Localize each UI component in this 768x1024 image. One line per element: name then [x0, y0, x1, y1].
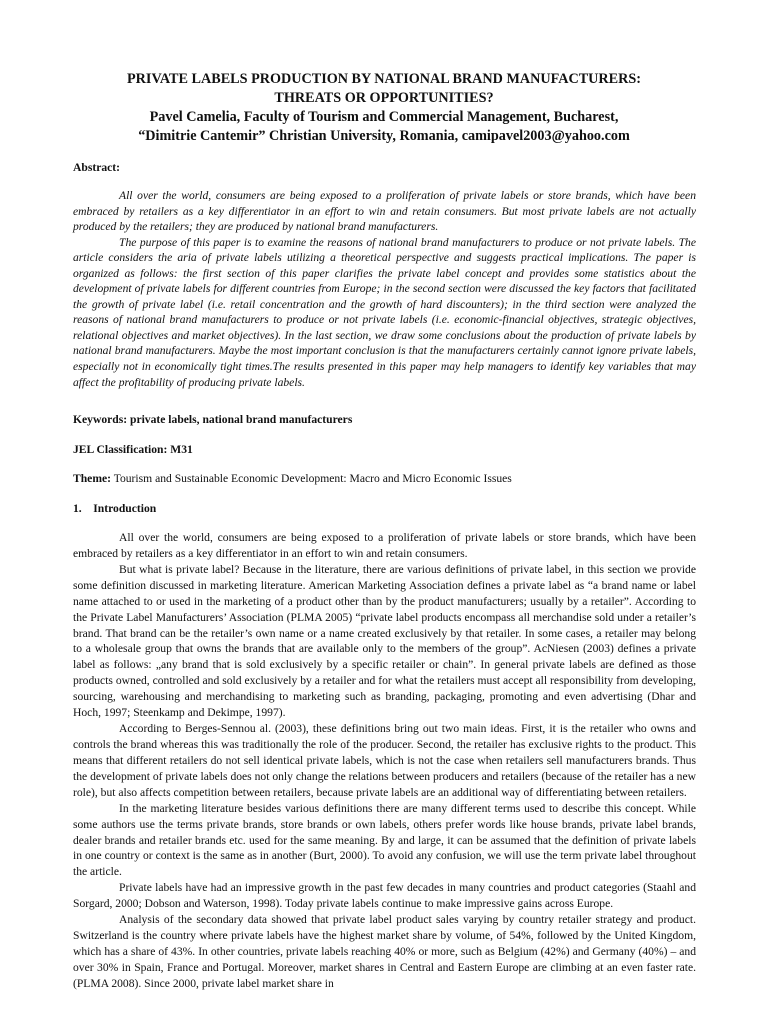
- introduction-paragraph: Private labels have had an impressive growth in the past few decades in many countries and product categories (Staahl and Sorgard, 2000; Dobson and Waterson, 1998). Today private labels continue to make impressive gains across Europe.: [73, 881, 696, 911]
- theme-text: Tourism and Sustainable Economic Development: Macro and Micro Economic Issues: [111, 472, 512, 485]
- introduction-paragraph: Analysis of the secondary data showed that private label product sales varying by country retailer strategy and product. Switzerland is the country where private labels have the highest market share by volume, of 54%, followed by the United Kingdom, which has a share of 43%. In other countries, private labels reaching 40% or more, such as Belgium (42%) and Germany (40%) – and over 30% in Spain, France and Portugal. Moreover, market shares in Central and Eastern Europe are climbing at an even faster rate. (PLMA 2008). Since 2000, private label market share in: [73, 913, 696, 990]
- introduction-paragraph: All over the world, consumers are being exposed to a proliferation of private labels or store brands, which have been embraced by retailers as a key differentiator in an effort to win and retain consumers.: [73, 531, 696, 560]
- abstract-paragraph: All over the world, consumers are being exposed to a proliferation of private labels or store brands, which have been embraced by retailers as a key differentiator in an effort to win and retain consumers. But most private labels are not actually produced by the retailers; they are produced by national brand manufacturers.: [73, 189, 696, 234]
- abstract-heading: Abstract:: [73, 161, 121, 174]
- jel-classification: JEL Classification: M31: [73, 443, 193, 456]
- abstract-body: [73, 188, 696, 390]
- theme-label: Theme:: [73, 472, 111, 485]
- author-affiliation-line-1: Pavel Camelia, Faculty of Tourism and Commercial Management, Bucharest,: [149, 109, 619, 125]
- author-affiliation-line-2: “Dimitrie Cantemir” Christian University, Romania, camipavel2003@yahoo.com: [138, 128, 630, 144]
- paper-title-line-2: THREATS OR OPPORTUNITIES?: [274, 90, 494, 106]
- section-heading-introduction: 1. Introduction: [73, 502, 157, 515]
- keywords: Keywords: private labels, national brand manufacturers: [73, 413, 353, 426]
- abstract-paragraph: The purpose of this paper is to examine the reasons of national brand manufacturers to produce or not private labels. The article considers the aria of private labels utilizing a theoretical perspective and suggests practical implications. The paper is organized as follows: the first section of this paper clarifies the private label concept and provides some statistics about the development of private labels for different countries from Europe; in the second section were discussed the key factors that facilitated the growth of private label (i.e. retail concentration and the growth of hard discounters); in the third section were analyzed the reasons of national brand manufacturers to produce or not private labels (i.e. economic-financial objectives, strategic objectives, relational objectives and market objectives). In the last section, we draw some conclusions about the production of private labels by national brand manufacturers. Maybe the most important conclusion is that the manufacturers certainly cannot ignore private labels, especially not in economically tight times.The results presented in this paper may help managers to identify key variables that may affect the profitability of producing private labels.: [73, 235, 696, 389]
- paper-title-line-1: PRIVATE LABELS PRODUCTION BY NATIONAL BRAND MANUFACTURERS:: [127, 71, 641, 87]
- introduction-paragraph: But what is private label? Because in the literature, there are various definitions of private label, in this section we provide some definition discussed in marketing literature. American Marketing Association defines a private label as “a brand name or label name attached to or used in the marketing of a product other than by the product manufacturers; usually by a retailer”. According to the Private Label Manufacturers’ Association (PLMA 2005) “private label products encompass all merchandise sold under a retailer’s brand. That brand can be the retailer’s own name or a name created exclusively by that retailer. In some cases, a retailer may belong to a wholesale group that owns the brands that are available only to the members of the group”. AcNiesen (2003) defines a private label as follows: „any brand that is sold exclusively by a specific retailer or chain”. In general private labels are defined as those products owned, controlled and sold exclusively by a retailer and for what the retailers must accept all responsibility from developing, sourcing, warehousing and merchandising to marketing such as branding, packaging, promoting and even advertising (Dhar and Hoch, 1997; Steenkamp and Dekimpe, 1997).: [73, 562, 696, 720]
- theme-line: [73, 472, 512, 485]
- introduction-paragraph: In the marketing literature besides various definitions there are many different terms used to describe this concept. While some authors use the terms private brands, store brands or own labels, others prefer words like house brands, private label brands, dealer brands and retailer brands etc. used for the same meaning. By and large, it can be assumed that the definition of private labels in one country or context is the same as in another (Burt, 2000). To avoid any confusion, we will use the term private label throughout the article.: [73, 801, 696, 879]
- introduction-body: [73, 530, 696, 992]
- paper-title-block: [60, 70, 708, 146]
- introduction-paragraph: According to Berges-Sennou al. (2003), these definitions bring out two main ideas. First, it is the retailer who owns and controls the brand whereas this was traditionally the role of the producer. Second, the retailer has exclusive rights to the product. This means that different retailers do not sell identical private labels, which is not the case when retailers sell manufacturers brands. Thus the development of private labels does not only change the relations between producers and retailers (because of the retailer has a new role), but also affects competition between retailers, because private labels are an additional way of differentiating between retailers.: [73, 722, 696, 799]
